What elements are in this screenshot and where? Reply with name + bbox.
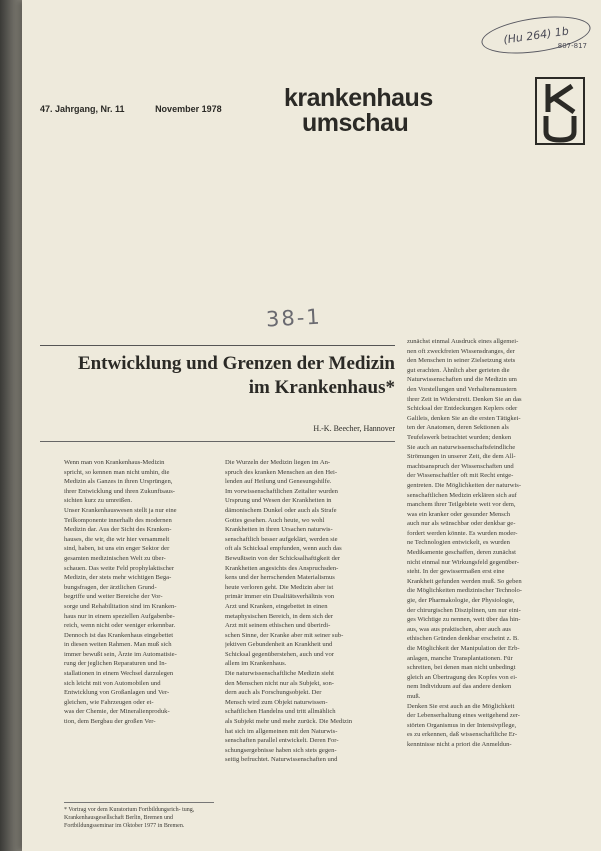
text-line: der Wissenschaftler oft mit Recht entge- bbox=[407, 472, 514, 480]
text-line: den Menschen in seiner Zielsetzung stets bbox=[407, 357, 516, 365]
text-line: hat sich im allgemeinen mit den Naturwis- bbox=[225, 727, 338, 735]
text-line: Mensch wird zum Objekt naturwissen- bbox=[225, 698, 328, 706]
text-line: spruch des kranken Menschen an den Hei- bbox=[225, 468, 338, 476]
text-line: den Menschen nicht nur als Subjekt, son- bbox=[225, 679, 334, 687]
text-line: Die Wurzeln der Medizin liegen im An- bbox=[225, 459, 331, 466]
text-line: schen Sinne, der Kranke aber mit seiner sub- bbox=[225, 631, 344, 639]
text-line: heute verloren geht. Die Medizin aber ist bbox=[225, 583, 334, 591]
text-line: sorge und Rehabilitation sind im Kranken- bbox=[64, 602, 177, 610]
text-line: Medikamente geschaffen, deren zunächst bbox=[407, 549, 516, 557]
article-author: H.-K. Beecher, Hannover bbox=[313, 424, 395, 433]
text-line: als Subjekt mehr und mehr zurück. Die Medizin bbox=[225, 718, 353, 726]
document-page bbox=[22, 0, 601, 851]
text-line: Dennoch ist das Krankenhaus eingebettet bbox=[64, 631, 174, 639]
binding-edge bbox=[0, 0, 22, 851]
text-line: anlagen, manche Transplantationen. Für bbox=[407, 654, 513, 662]
text-line: Teilkomponente innerhalb des modernen bbox=[64, 516, 172, 524]
text-line: Denken Sie erst auch an die Möglichkeit bbox=[407, 702, 515, 710]
text-line: ihrer Zeit in Widerstreit. Denken Sie an das bbox=[407, 395, 522, 403]
text-line: Strömungen in unserer Zeit, die dem All- bbox=[407, 453, 516, 461]
text-line: Medizin als Ganzes in ihren Ursprüngen, bbox=[64, 478, 173, 486]
text-line: der chirurgischen Disziplinen, um nur eini- bbox=[407, 606, 521, 614]
text-line: die Möglichkeit der Manipulation der Erb- bbox=[407, 645, 520, 652]
text-line: stallationen in einem Wechsel darzulegen bbox=[64, 670, 174, 678]
text-line: sich leicht mit von Automobilen und bbox=[64, 679, 161, 687]
text-line: bungsfragen, der ärztlichen Grund- bbox=[64, 583, 157, 591]
text-line: Entwicklung von Großanlagen und Ver- bbox=[64, 689, 170, 697]
text-line: Unser Krankenhauswesen stellt ja nur eine bbox=[64, 506, 177, 514]
text-line: kenntnisse nicht a priori die Anmeldun- bbox=[407, 740, 512, 748]
text-line: metaphysischen Bereich, in dem sich der bbox=[225, 612, 334, 620]
text-line: ne Technologien entwickelt, es wurden bbox=[407, 539, 510, 547]
text-line: allem im Krankenhaus. bbox=[225, 660, 287, 668]
text-line: störten Organismus in der Intensivpflege, bbox=[407, 721, 517, 729]
text-line: Medizin dar. Aus der Sicht des Kranken- bbox=[64, 526, 172, 534]
footnote: * Vortrag vor dem Kuratorium Fortbildungsrich- tung, Krankenhausgesellschaft Berlin, Bremen und Fortbildungsseminar im Oktober 1977 in Bremen. bbox=[64, 802, 214, 830]
text-line: nicht einmal nur Wirkungsfeld gegenüber- bbox=[407, 558, 519, 566]
text-line: Ursprung und Wesen der Krankheiten in bbox=[225, 497, 332, 505]
text-line: sind, haben, ist uns ein enger Sektor der bbox=[64, 545, 170, 553]
text-line: Galileis, denken Sie an die ersten Tätigkei- bbox=[407, 414, 521, 422]
text-line: schaftlichen Handelns und tritt allmählich bbox=[225, 708, 336, 716]
text-line: was ein kranker oder gesunder Mensch bbox=[407, 510, 511, 518]
text-line: Arzt mit seinem ethischen und überirdi- bbox=[225, 622, 331, 630]
text-line: Die naturwissenschaftliche Medizin sieht bbox=[225, 670, 334, 678]
text-line: immer bewußt sein, Ärzte im Automatisie- bbox=[64, 650, 177, 658]
text-line: aus, was aus praktischen, aber auch aus bbox=[407, 625, 511, 633]
text-line: Teufelswerk betrachtet wurden; denken bbox=[407, 433, 512, 441]
text-line: schungsergebnisse haben sich stets gegen- bbox=[225, 746, 337, 754]
text-line: in diesen weiten Rahmen. Man muß sich bbox=[64, 641, 172, 649]
handwritten-library-label: (Hu 264) 1b bbox=[479, 11, 593, 60]
text-line: Im vorwissenschaftlichen Zeitalter wurden bbox=[225, 487, 338, 495]
text-line: die Möglichkeiten medizinischer Technolo- bbox=[407, 587, 522, 595]
text-line: den Vorstellungen und Verhaltensmustern bbox=[407, 385, 517, 393]
text-line: gut erachten. Ähnlich aber gerieten die bbox=[407, 366, 510, 374]
text-line: senschaften parallel entwickelt. Deren For- bbox=[225, 737, 339, 745]
volume-issue: 47. Jahrgang, Nr. 11 bbox=[40, 104, 125, 114]
text-line: der Lebenserhaltung eines weitgehend zer- bbox=[407, 712, 521, 720]
masthead-info bbox=[40, 104, 250, 114]
text-line: Krankheiten in ihren Ursachen naturwis- bbox=[225, 526, 333, 534]
text-line: gie, der Pharmakologie, der Physiologie, bbox=[407, 597, 515, 605]
text-line: Bewußtsein von der Schicksalhaftigkeit der bbox=[225, 554, 340, 562]
text-line: manchem ihrer Teilgebiete weit vor dem, bbox=[407, 501, 516, 509]
text-column-1 bbox=[64, 458, 214, 788]
journal-title-line2: umschau bbox=[302, 109, 409, 137]
title-rule-bottom bbox=[40, 441, 395, 442]
text-line: sichten kurz zu umreißen. bbox=[64, 497, 133, 505]
journal-title bbox=[284, 86, 433, 136]
text-line: machtsanspruch der Wissenschaften und bbox=[407, 462, 514, 470]
text-line: spricht, so kennen man nicht umhin, die bbox=[64, 468, 170, 476]
text-line: Gottes gesehen. Auch heute, wo wohl bbox=[225, 516, 325, 524]
text-line: oft als Schicksal empfunden, wenn auch das bbox=[225, 545, 342, 553]
text-line: gentreten. Die Möglichkeiten der naturwis- bbox=[407, 481, 522, 489]
text-line: es zu erkennen, daß wissenschaftliche Er- bbox=[407, 731, 518, 739]
text-line: ihrer Entwicklung und ihren Zukunftsaus- bbox=[64, 487, 175, 495]
article-title: Entwicklung und Grenzen der Medizin im Krankenhaus* bbox=[77, 353, 395, 398]
text-line: fordert werden könnte. Es wurden moder- bbox=[407, 529, 518, 537]
text-line: rung der jeglichen Reparaturen und In- bbox=[64, 660, 167, 668]
text-line: schauen. Das weite Feld prophylaktischer bbox=[64, 564, 175, 572]
handwritten-page-range: 807-817 bbox=[557, 42, 587, 50]
text-line: schreiten, bei denen man nicht unbedingt bbox=[407, 664, 516, 672]
text-line: Sie auch an naturwissenschaftsfeindliche bbox=[407, 443, 516, 451]
text-line: ethischen Gründen denkbar erscheint z. B. bbox=[407, 635, 519, 643]
text-line: ges Wichtige zu nennen, weit über das hin- bbox=[407, 616, 521, 624]
text-line: nem Individuum auf das andere denken bbox=[407, 683, 512, 691]
text-line: Krankheit gefunden werden muß. So geben bbox=[407, 577, 522, 585]
issue-date: November 1978 bbox=[155, 104, 222, 114]
handwritten-number: 38-1 bbox=[265, 304, 323, 332]
text-line: Medizin, der stets mehr wichtigen Bega- bbox=[64, 574, 172, 582]
text-line: zunächst einmal Ausdruck eines allgemei- bbox=[407, 338, 519, 345]
text-line: jektiven Gebundenheit an Krankheit und bbox=[225, 641, 333, 649]
text-line: Schicksal der Entdeckungen Keplers oder bbox=[407, 405, 518, 413]
text-line: tion, dem Bergbau der großen Ver- bbox=[64, 718, 156, 726]
text-line: ten der Anatomen, deren Sektionen als bbox=[407, 424, 509, 432]
text-line: Naturwissenschaften und die Medizin um bbox=[407, 376, 517, 384]
ku-logo-icon bbox=[534, 76, 586, 146]
text-line: steht. In der gewissermaßen erst eine bbox=[407, 568, 505, 576]
text-line: dämonischem Dunkel oder auch als Strafe bbox=[225, 506, 337, 514]
text-line: gesamten medizinischen Welt zu über- bbox=[64, 554, 166, 562]
text-line: Schicksal gegenüberstehen, auch und vor bbox=[225, 650, 334, 658]
text-column-3 bbox=[407, 337, 579, 837]
text-line: muß. bbox=[407, 692, 421, 700]
text-line: begriffe und weiter Bereiche der Vor- bbox=[64, 593, 163, 601]
text-line: hauses, die wir, die wir hier versammelt bbox=[64, 535, 170, 543]
text-line: primär immer ein Dualitätsverhältnis von bbox=[225, 593, 335, 601]
title-rule-top bbox=[40, 345, 395, 346]
text-line: senschaftlich besser aufgeklärt, werden sie bbox=[225, 535, 338, 543]
text-line: reich, wenn nicht oder weniger erkennbar. bbox=[64, 622, 176, 630]
text-line: lenden auf Heilung und Genesungshilfe. bbox=[225, 478, 332, 486]
text-line: kens und der herrschenden Materialismus bbox=[225, 574, 335, 582]
text-line: Arzt und Kranken, eingebettet in einen bbox=[225, 602, 328, 610]
text-line: gleich an Übertragung des Kopfes von ei- bbox=[407, 673, 518, 681]
text-line: seitig befruchtet. Naturwissenschaften und bbox=[225, 756, 338, 764]
text-line: Wenn man von Krankenhaus-Medizin bbox=[64, 459, 165, 466]
text-line: auch nur als wünschbar oder denkbar ge- bbox=[407, 520, 516, 528]
text-line: Krankheiten angesichts des Anspruchsden- bbox=[225, 564, 339, 572]
text-column-2 bbox=[225, 458, 391, 838]
journal-title-line1: krankenhaus bbox=[284, 84, 433, 112]
text-line: gleichen, wie Fahrzeugen oder et- bbox=[64, 698, 154, 706]
text-line: nen oft zweckfreien Wissensdranges, der bbox=[407, 347, 515, 355]
text-line: senschaftlichen Medizin erklären sich auf bbox=[407, 491, 517, 499]
text-line: was der Chemie, der Mineralienproduk- bbox=[64, 708, 170, 716]
text-line: dern auch als Forschungsobjekt. Der bbox=[225, 689, 322, 697]
text-line: haus nur in einem speziellen Aufgabenbe- bbox=[64, 612, 175, 620]
